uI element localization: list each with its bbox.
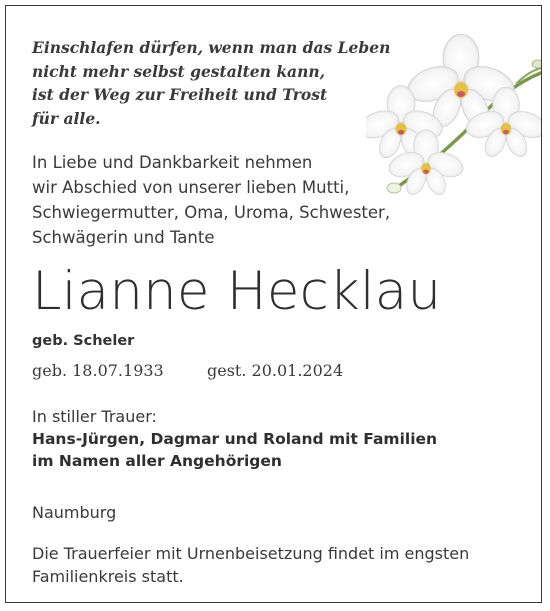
quote-line: nicht mehr selbst gestalten kann,: [32, 61, 326, 81]
intro-line: wir Abschied von unserer lieben Mutti,: [32, 178, 350, 197]
mourners-label: In stiller Trauer:: [32, 407, 157, 426]
quote-line: ist der Weg zur Freiheit und Trost: [32, 85, 328, 104]
quote-line: für alle.: [32, 108, 101, 128]
life-dates: [32, 359, 344, 383]
place: Naumburg: [32, 503, 117, 522]
mourners-section: [32, 406, 522, 472]
intro-line: In Liebe und Dankbarkeit nehmen: [32, 153, 313, 172]
intro-line: Schwiegermutter, Oma, Uroma, Schwester,: [32, 203, 391, 222]
deceased-name: Lianne Hecklau: [32, 261, 442, 322]
ceremony-note: [32, 542, 532, 588]
ceremony-line: Die Trauerfeier mit Urnenbeisetzung findet im engsten: [32, 544, 470, 563]
mourners-names: Hans-Jürgen, Dagmar und Roland mit Familien: [32, 430, 438, 448]
birth-name: geb. Scheler: [32, 333, 135, 349]
intro-text: [32, 150, 432, 250]
obituary-notice: [5, 5, 542, 603]
birth-date: geb. 18.07.1933: [32, 361, 164, 380]
quote-line: Einschlafen dürfen, wenn man das Leben: [32, 38, 391, 57]
ceremony-line: Familienkreis statt.: [32, 567, 184, 586]
mourners-relatives: im Namen aller Angehörigen: [32, 452, 282, 470]
intro-line: Schwägerin und Tante: [32, 228, 215, 247]
death-date: gest. 20.01.2024: [207, 361, 344, 380]
memorial-quote: [32, 36, 391, 130]
